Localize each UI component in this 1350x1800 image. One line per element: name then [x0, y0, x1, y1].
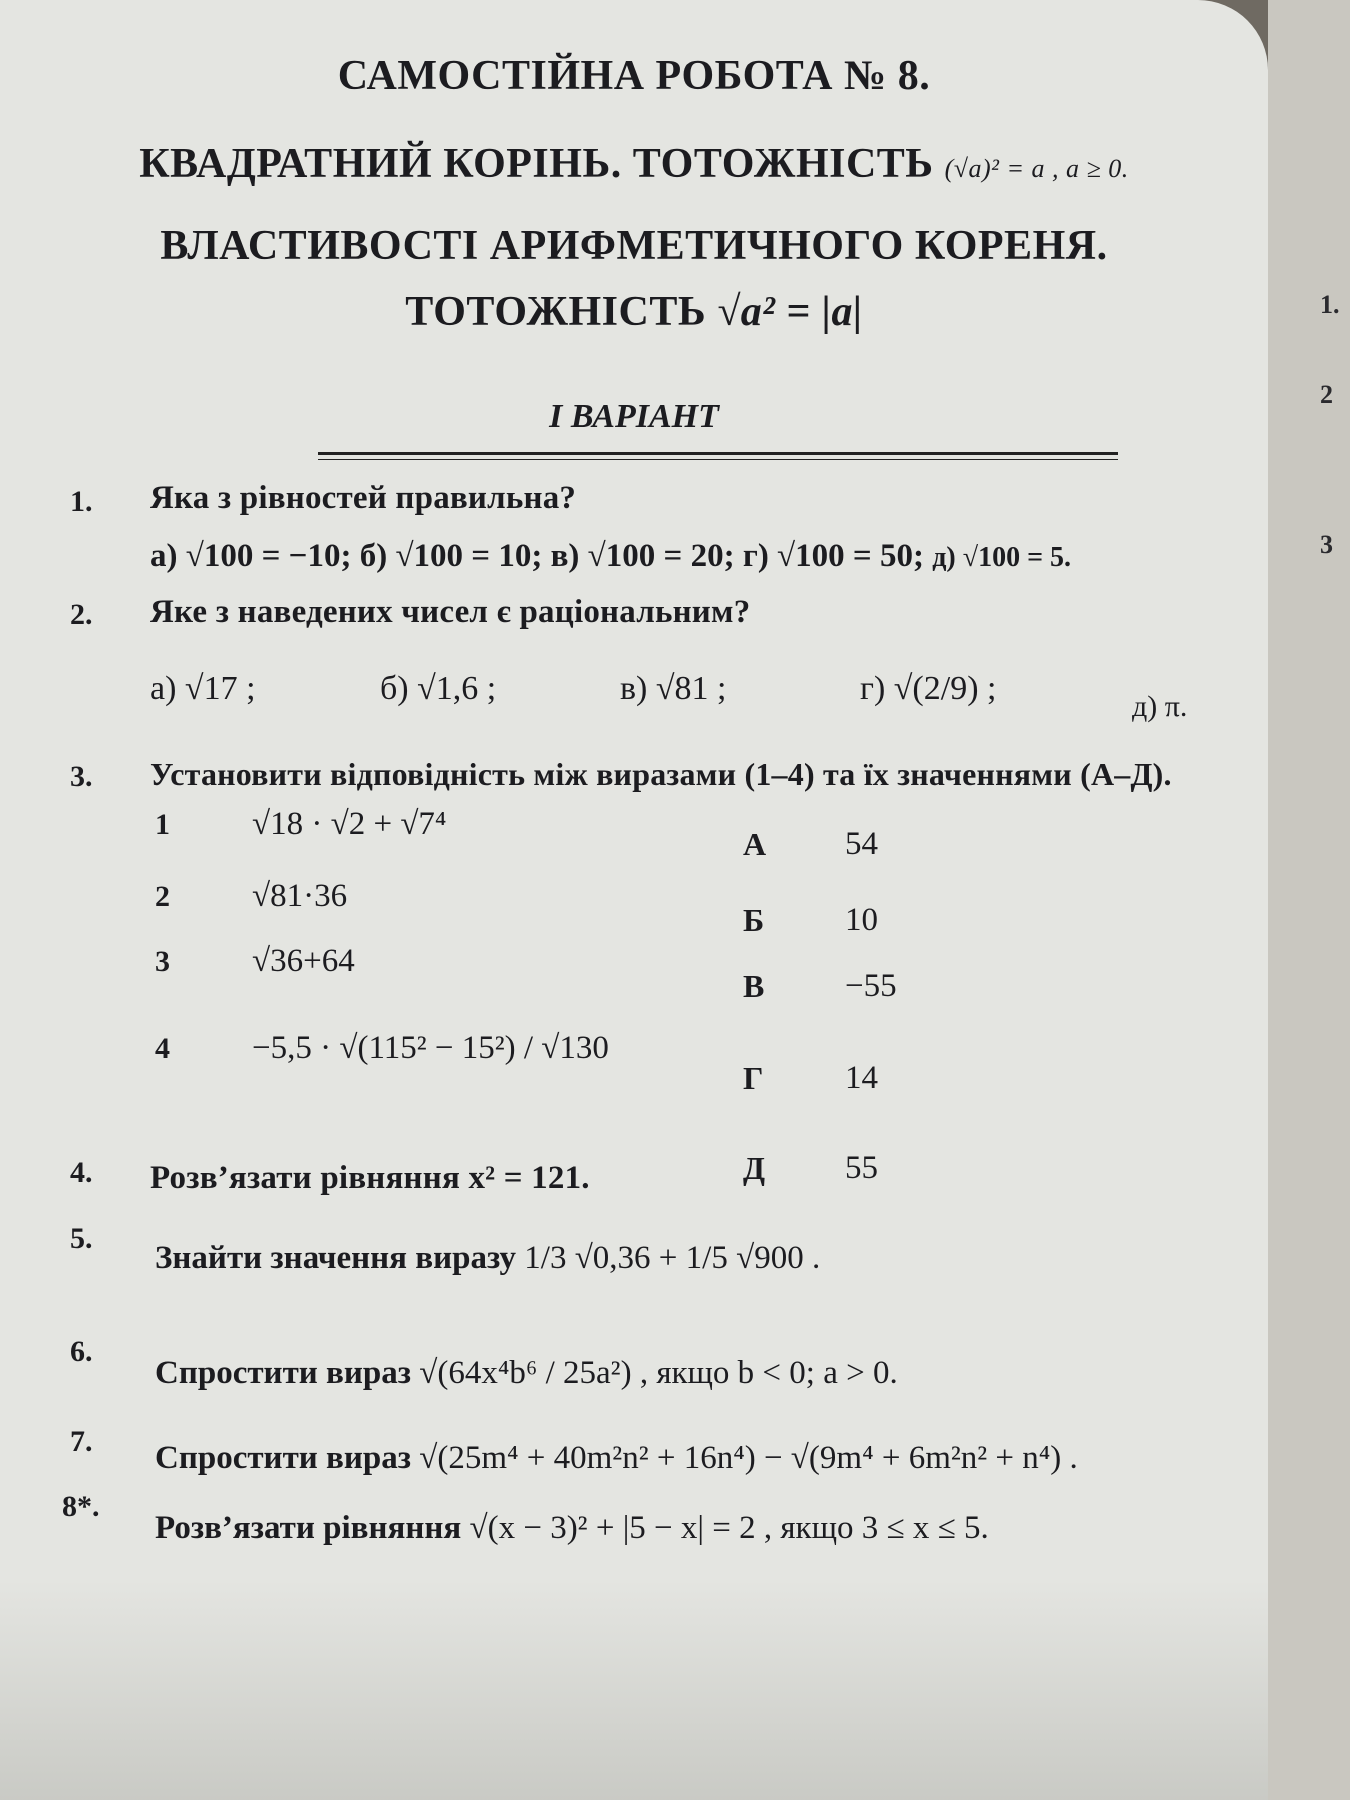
- q3-expr-2-index: 2: [155, 880, 170, 913]
- q1-option-c: в) √100 = 20;: [550, 538, 735, 574]
- q3-answer-e-value: 55: [845, 1150, 878, 1186]
- q2-option-b: б) √1,6 ;: [380, 670, 497, 707]
- q3-expr-4-index: 4: [155, 1032, 170, 1065]
- question-7-formula: √(25m⁴ + 40m²n² + 16n⁴) − √(9m⁴ + 6m²n² + n⁴) .: [419, 1440, 1078, 1476]
- q3-answer-d-letter: Г: [743, 1060, 764, 1096]
- q1-option-d: г) √100 = 50;: [742, 538, 924, 574]
- topic-line-3-text: ТОТОЖНІСТЬ: [405, 289, 707, 335]
- heading-rule: [318, 452, 1118, 455]
- question-5-formula: 1/3 √0,36 + 1/5 √900 .: [524, 1240, 821, 1276]
- question-8-number: 8*.: [62, 1490, 100, 1523]
- question-6-number: 6.: [70, 1335, 93, 1368]
- question-4-number: 4.: [70, 1156, 93, 1189]
- q3-expr-3: √36+64: [252, 943, 355, 979]
- next-page-fragment-2: 2: [1320, 380, 1333, 409]
- q3-expr-3-index: 3: [155, 945, 170, 978]
- q3-expr-2: √81·36: [252, 878, 348, 914]
- question-2-number: 2.: [70, 598, 93, 631]
- question-5-number: 5.: [70, 1222, 93, 1255]
- topic-line-3-formula: √a² = |a|: [717, 289, 863, 335]
- q3-answer-b-value: 10: [845, 902, 878, 938]
- question-6-condition: , якщо b < 0; a > 0.: [639, 1355, 898, 1391]
- q2-option-e: д) π.: [1132, 690, 1188, 723]
- q3-expr-4: −5,5 · √(115² − 15²) / √130: [252, 1030, 609, 1066]
- question-3-text: Установити відповідність між виразами (1–4) та їх значеннями (А–Д).: [150, 756, 1172, 792]
- question-7: [155, 1440, 1078, 1477]
- next-page-fragment-3: 3: [1320, 530, 1333, 559]
- question-1-number: 1.: [70, 485, 93, 518]
- question-8: [155, 1510, 989, 1547]
- question-7-number: 7.: [70, 1425, 93, 1458]
- q3-answer-b-letter: Б: [743, 902, 765, 938]
- q1-option-b: б) √100 = 10;: [359, 538, 543, 574]
- topic-line-2: ВЛАСТИВОСТІ АРИФМЕТИЧНОГО КОРЕНЯ.: [160, 223, 1108, 269]
- q3-answer-d-value: 14: [845, 1060, 878, 1096]
- q2-option-d: г) √(2/9) ;: [860, 670, 997, 707]
- q3-answer-c-letter: В: [743, 968, 765, 1004]
- question-8-text: Розв’язати рівняння: [155, 1510, 462, 1546]
- question-3-number: 3.: [70, 760, 93, 793]
- next-page-edge: [1268, 0, 1350, 1800]
- question-6-formula: √(64x⁴b⁶ / 25a²): [419, 1355, 632, 1391]
- question-5-text: Знайти значення виразу: [155, 1240, 517, 1276]
- topic-line-1: [0, 140, 1268, 188]
- heading-rule-thin: [318, 459, 1118, 460]
- question-6-text: Спростити вираз: [155, 1355, 411, 1391]
- worksheet-title: САМОСТІЙНА РОБОТА № 8.: [337, 53, 931, 99]
- variant-heading: І ВАРІАНТ: [549, 398, 719, 435]
- question-2-text: Яке з наведених чисел є раціональним?: [150, 594, 751, 630]
- q3-answer-e-letter: Д: [743, 1150, 766, 1186]
- q3-answer-a-letter: А: [743, 826, 767, 862]
- q2-option-a: а) √17 ;: [150, 670, 256, 707]
- topic-line-1-text: КВАДРАТНИЙ КОРІНЬ. ТОТОЖНІСТЬ: [139, 141, 934, 187]
- q1-option-a: а) √100 = −10;: [150, 538, 352, 574]
- question-6: [155, 1355, 898, 1392]
- question-1-text: Яка з рівностей правильна?: [150, 480, 577, 516]
- q3-expr-1: √18 · √2 + √7⁴: [252, 806, 447, 842]
- q3-answer-c-value: −55: [845, 968, 897, 1004]
- question-7-text: Спростити вираз: [155, 1440, 411, 1476]
- question-5: [155, 1240, 820, 1277]
- q1-option-e: д) √100 = 5.: [932, 542, 1072, 573]
- question-4-text: Розв’язати рівняння x² = 121.: [150, 1160, 590, 1196]
- topic-line-1-formula: (√a)² = a , a ≥ 0.: [944, 154, 1129, 183]
- page-shadow: [0, 1580, 1268, 1800]
- topic-line-3: [0, 288, 1268, 336]
- q3-answer-a-value: 54: [845, 826, 878, 862]
- next-page-fragment-1: 1.: [1320, 290, 1340, 319]
- q3-expr-1-index: 1: [155, 808, 170, 841]
- question-1-options: [150, 538, 1071, 575]
- q2-option-c: в) √81 ;: [620, 670, 727, 707]
- question-8-formula: √(x − 3)² + |5 − x| = 2 , якщо 3 ≤ x ≤ 5.: [469, 1510, 989, 1546]
